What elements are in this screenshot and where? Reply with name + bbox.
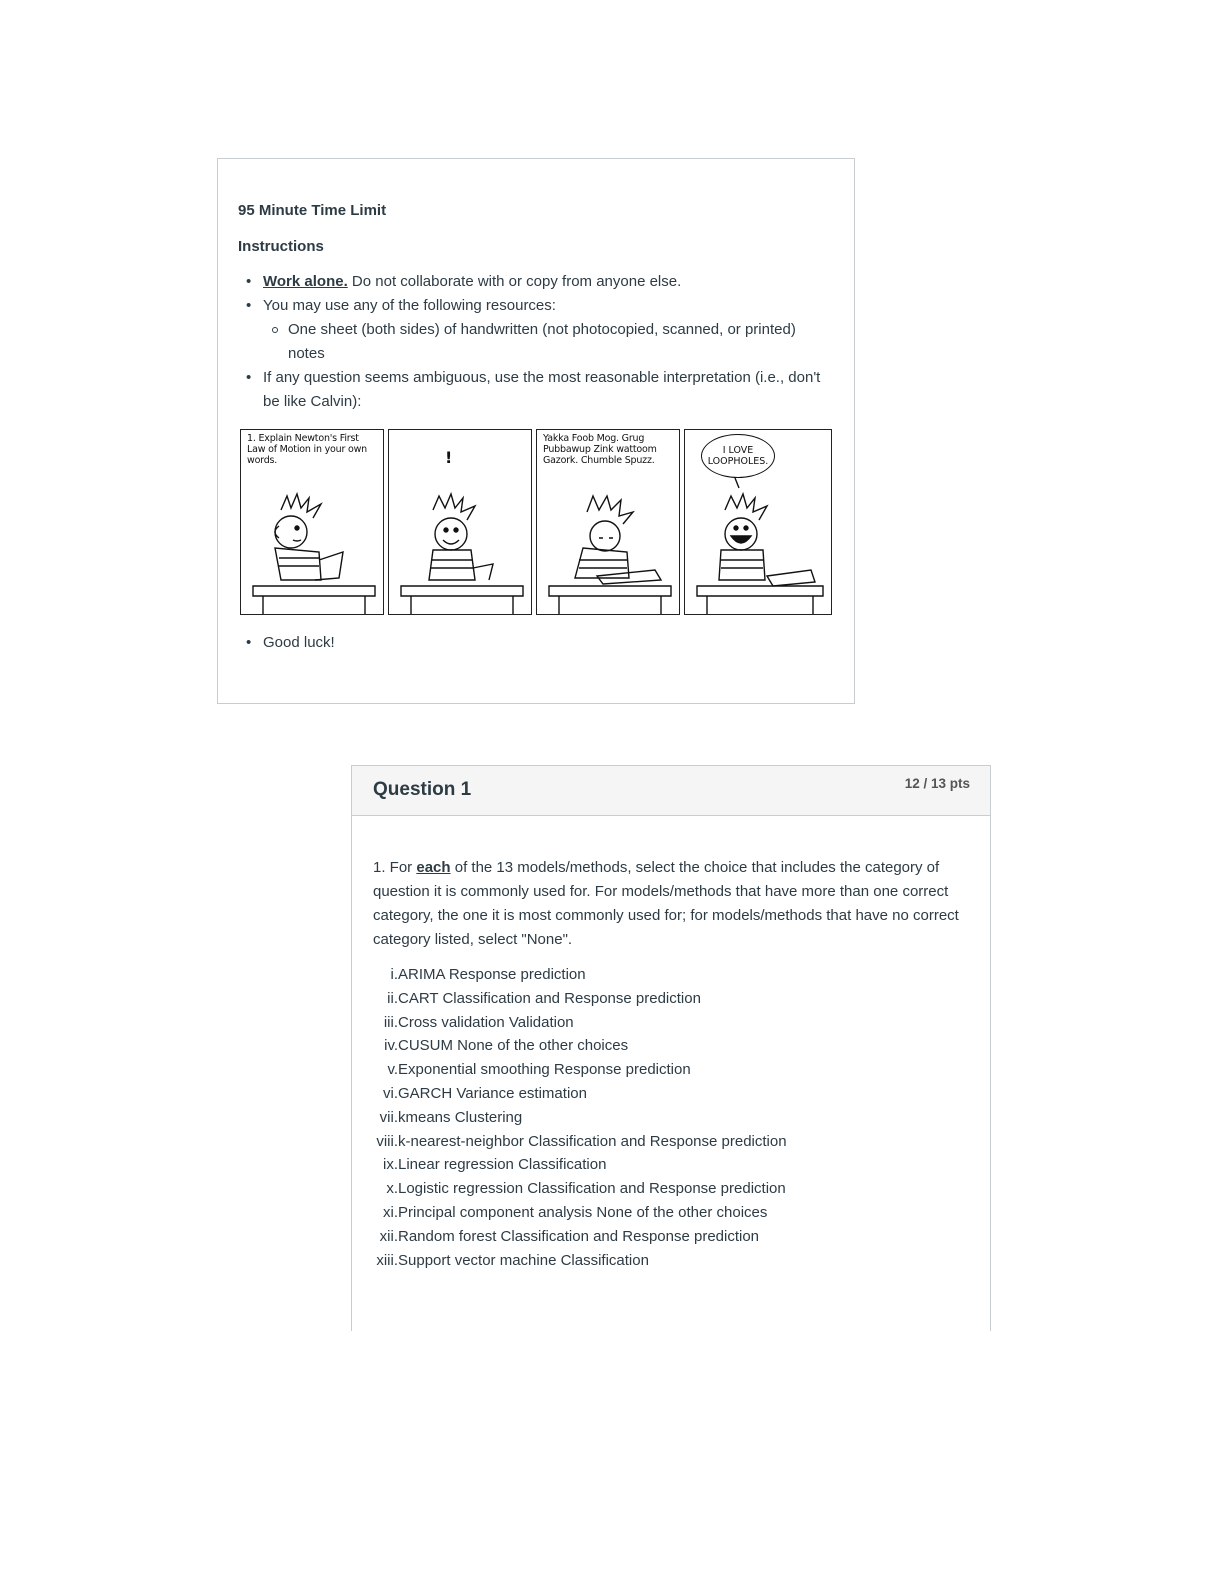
answer-item <box>352 1153 972 1177</box>
comic-speech-bubble: I LOVE LOOPHOLES. <box>701 434 775 478</box>
calvin-reading-drawing <box>241 430 384 615</box>
answer-text: CUSUM None of the other choices <box>398 1037 629 1055</box>
answer-item <box>352 963 972 987</box>
answer-item <box>352 1177 972 1201</box>
answer-item <box>352 1058 972 1082</box>
instruction-item-work-alone <box>238 270 828 294</box>
answer-text: GARCH Variance estimation <box>398 1084 587 1102</box>
question-header <box>352 766 990 816</box>
answer-number: iv. <box>384 1037 398 1055</box>
answer-number: viii. <box>376 1132 398 1150</box>
calvin-surprised-drawing <box>389 430 532 615</box>
instruction-item-good-luck: • Good luck! <box>263 631 335 655</box>
instructions-card <box>217 158 855 704</box>
instructions-heading: Instructions <box>238 238 324 255</box>
comic-panel-2 <box>388 429 532 615</box>
answer-item <box>352 1130 972 1154</box>
instruction-item-resources <box>238 294 828 366</box>
answer-number: ii. <box>387 989 398 1007</box>
answer-list <box>352 963 972 1272</box>
answer-text: Principal component analysis None of the other choices <box>398 1203 768 1221</box>
answer-text: ARIMA Response prediction <box>398 966 586 983</box>
calvin-grinning-drawing <box>685 430 832 615</box>
answer-number: xiii. <box>376 1251 398 1269</box>
answer-text: Support vector machine Classification <box>398 1251 649 1269</box>
answer-text: Logistic regression Classification and Response prediction <box>398 1180 786 1198</box>
answer-item <box>352 987 972 1011</box>
answer-text: CART Classification and Response prediction <box>398 989 701 1007</box>
resources-sublist <box>263 318 828 366</box>
answer-item <box>352 1011 972 1035</box>
answer-item <box>352 1201 972 1225</box>
answer-item <box>352 1106 972 1130</box>
instruction-item-ambiguous: • If any question seems ambiguous, use the most reasonable interpretation (i.e., don't be like Calvin): <box>238 366 828 414</box>
answer-number: vii. <box>379 1108 398 1126</box>
resources-text: You may use any of the following resources: <box>263 297 556 314</box>
answer-text: Linear regression Classification <box>398 1156 607 1174</box>
work-alone-label: Work alone. <box>263 273 348 290</box>
answer-item <box>352 1225 972 1249</box>
comic-panel-2-caption: ! <box>445 448 453 467</box>
comic-panel-3-caption: Yakka Foob Mog. Grug Pubbawup Zink wattoom Gazork. Chumble Spuzz. <box>543 433 657 466</box>
answer-item <box>352 1034 972 1058</box>
calvin-writing-drawing <box>537 430 680 615</box>
comic-panel-1-caption: 1. Explain Newton's First Law of Motion in your own words. <box>247 433 367 466</box>
comic-panel-4 <box>684 429 832 615</box>
calvin-comic-image <box>240 429 832 617</box>
answer-text: kmeans Clustering <box>398 1108 523 1126</box>
answer-number: iii. <box>383 1013 398 1031</box>
answer-number: xi. <box>383 1203 398 1221</box>
answer-number: vi. <box>383 1084 398 1102</box>
answer-text: Cross validation Validation <box>398 1013 574 1031</box>
answer-number: i. <box>390 966 398 983</box>
answer-number: x. <box>386 1180 398 1198</box>
question-title: Question 1 <box>373 779 472 800</box>
resource-item-notes: One sheet (both sides) of handwritten (not photocopied, scanned, or printed) notes <box>263 318 828 366</box>
comic-panel-1 <box>240 429 384 615</box>
answer-number: v. <box>387 1061 398 1079</box>
instructions-list <box>238 270 828 414</box>
question-prompt-emphasis: each <box>416 859 451 876</box>
question-prompt <box>373 856 973 952</box>
answer-item <box>352 1082 972 1106</box>
answer-number: ix. <box>383 1156 398 1174</box>
question-prompt-prefix: 1. For <box>373 859 417 876</box>
question-points: 12 / 13 pts <box>904 776 970 791</box>
answer-item <box>352 1249 972 1273</box>
answer-number: xii. <box>379 1227 398 1245</box>
question-prompt-suffix: of the 13 models/methods, select the choice that includes the category of question it is commonly used for. For models/methods that have more than one correct category, the one it is most commonly used for; for models/methods that have no correct category listed, select "None". <box>373 859 959 948</box>
answer-text: Random forest Classification and Response prediction <box>398 1227 760 1245</box>
answer-text: k-nearest-neighbor Classification and Response prediction <box>398 1132 787 1150</box>
work-alone-text: Do not collaborate with or copy from anyone else. <box>347 273 682 290</box>
question-card <box>351 765 991 1331</box>
answer-text: Exponential smoothing Response prediction <box>398 1061 691 1079</box>
comic-panel-3 <box>536 429 680 615</box>
time-limit-heading: 95 Minute Time Limit <box>238 202 387 219</box>
good-luck-list <box>238 631 335 655</box>
